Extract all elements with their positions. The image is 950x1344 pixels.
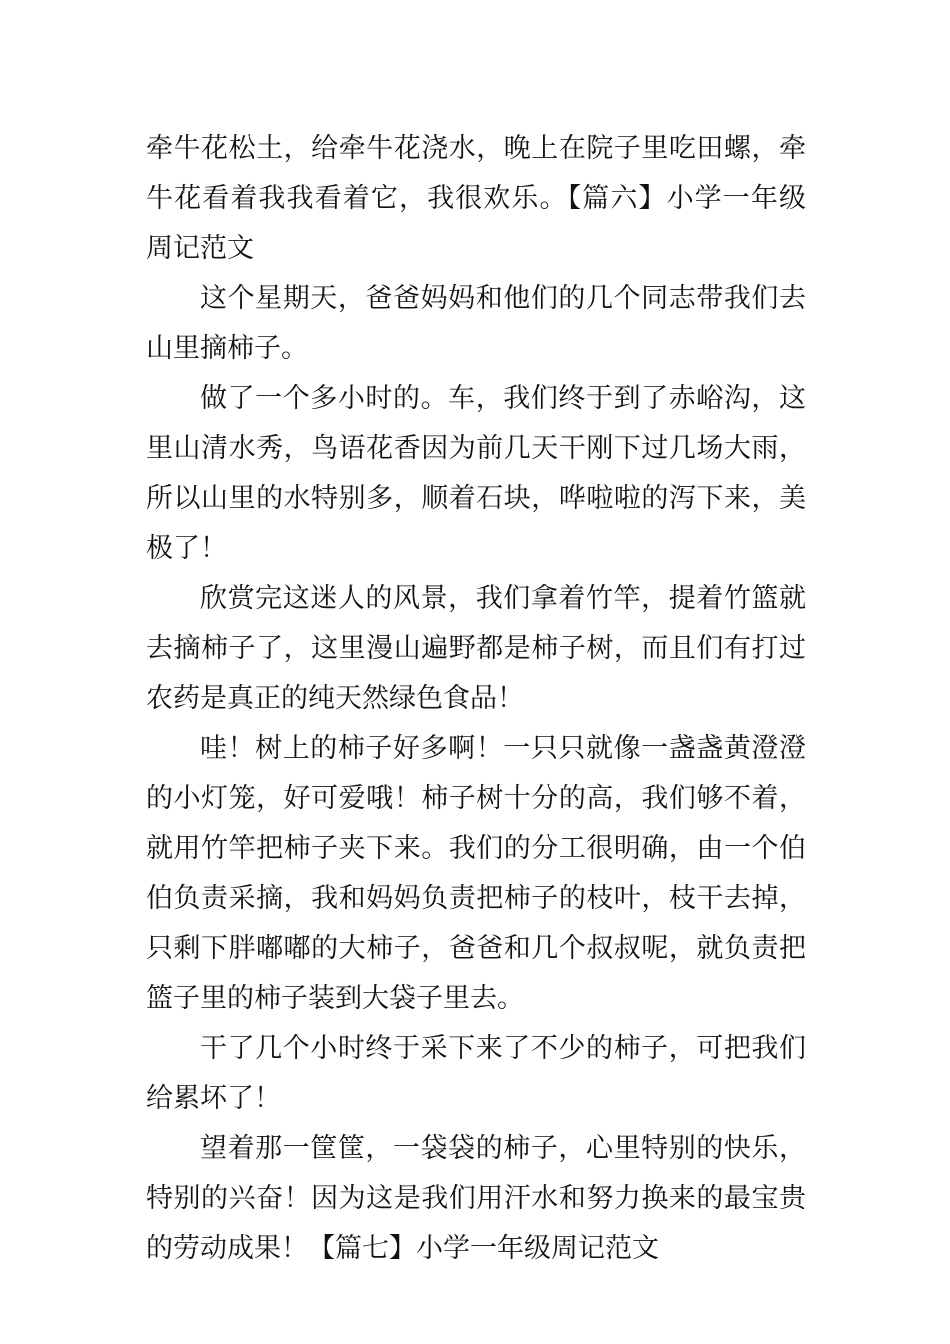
paragraph-1: 牵牛花松土，给牵牛花浇水，晚上在院子里吃田螺，牵牛花看着我我看着它，我很欢乐。【篇六】小学一年级周记范文 — [146, 133, 806, 264]
paragraph-5: 哇！树上的柿子好多啊！一只只就像一盏盏黄澄澄的小灯笼，好可爱哦！柿子树十分的高，我们够不着，就用竹竿把柿子夹下来。我们的分工很明确，由一个伯伯负责采摘，我和妈妈负责把柿子的枝叶，枝干去掉，只剩下胖嘟嘟的大柿子，爸爸和几个叔叔呢，就负责把篮子里的柿子装到大袋子里去。 — [146, 733, 806, 1014]
paragraph-4: 欣赏完这迷人的风景，我们拿着竹竿，提着竹篮就去摘柿子了，这里漫山遍野都是柿子树，而且们有打过农药是真正的纯天然绿色食品！ — [146, 583, 806, 714]
document-page — [146, 124, 806, 1274]
paragraph-6: 干了几个小时终于采下来了不少的柿子，可把我们给累坏了！ — [146, 1033, 806, 1114]
paragraph-3: 做了一个多小时的。车，我们终于到了赤峪沟，这里山清水秀，鸟语花香因为前几天干刚下过几场大雨，所以山里的水特别多，顺着石块，哗啦啦的泻下来，美极了！ — [146, 383, 806, 564]
paragraph-2: 这个星期天，爸爸妈妈和他们的几个同志带我们去山里摘柿子。 — [146, 283, 806, 364]
paragraph-7: 望着那一筐筐，一袋袋的柿子，心里特别的快乐，特别的兴奋！因为这是我们用汗水和努力换来的最宝贵的劳动成果！【篇七】小学一年级周记范文 — [146, 1133, 806, 1264]
